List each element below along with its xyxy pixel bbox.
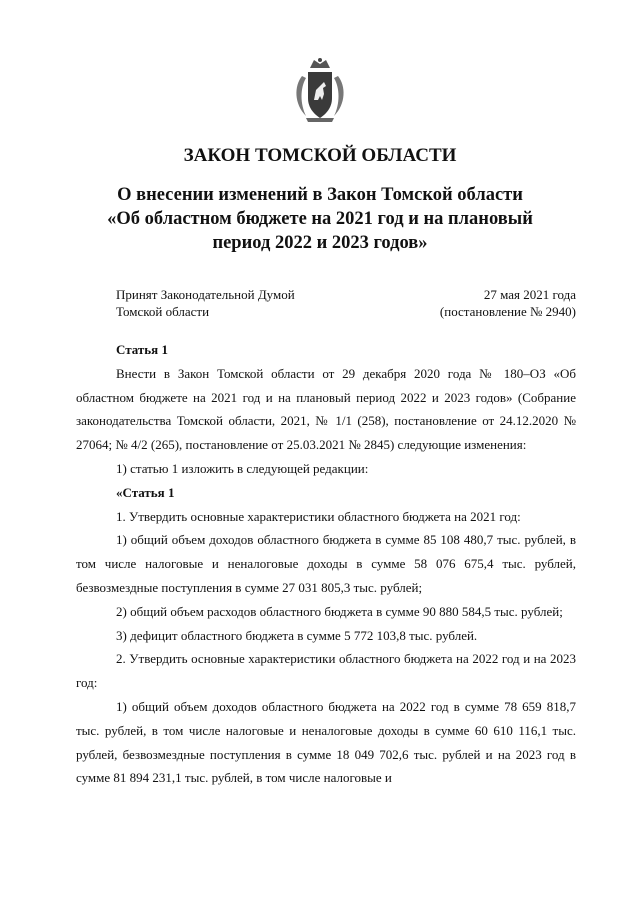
adoption-date — [440, 286, 576, 320]
adopted-by-line: Принят Законодательной Думой — [116, 287, 295, 302]
paragraph: 2. Утвердить основные характеристики областного бюджета на 2022 год и на 2023 год: — [76, 651, 576, 691]
paragraph: 2) общий объем расходов областного бюджета в сумме 90 880 584,5 тыс. рублей; — [116, 603, 563, 619]
adoption-resolution: (постановление № 2940) — [439, 304, 576, 319]
document-subtitle — [90, 183, 550, 255]
paragraph: 3) дефицит областного бюджета в сумме 5 772 103,8 тыс. рублей. — [116, 627, 478, 643]
coat-of-arms-icon — [288, 56, 352, 126]
paragraph: 1) общий объем доходов областного бюджета в сумме 85 108 480,7 тыс. рублей, в том числе налоговые и неналоговые доходы в сумме 58 076 675,4 тыс. рублей, безвозмездные поступления в сумме 27 031 805,3 тыс. рублей; — [76, 532, 576, 595]
document-title: ЗАКОН ТОМСКОЙ ОБЛАСТИ — [183, 145, 457, 166]
article-heading: «Статья 1 — [116, 484, 175, 500]
adopted-by — [116, 286, 295, 320]
paragraph: 1) статью 1 изложить в следующей редакции: — [116, 460, 369, 476]
article-heading: Статья 1 — [116, 342, 168, 357]
subtitle-line: период 2022 и 2023 годов» — [212, 233, 428, 253]
subtitle-line: «Об областном бюджете на 2021 год и на плановый — [107, 209, 533, 229]
adoption-date-line: 27 мая 2021 года — [483, 287, 576, 302]
paragraph: Внести в Закон Томской области от 29 декабря 2020 года № 180–ОЗ «Об областном бюджете на 2021 год и на плановый период 2022 и 2023 годов» (Собрание законодательства Томской области, 2021, № 1/1 (258), постановление от 24.12.2020 № 27064; № 4/2 (265), постановление от 25.03.2021 № 2845) следующие изменения: — [76, 365, 576, 453]
paragraph: 1. Утвердить основные характеристики областного бюджета на 2021 год: — [116, 508, 521, 524]
subtitle-line: О внесении изменений в Закон Томской области — [117, 185, 523, 205]
paragraph: 1) общий объем доходов областного бюджета на 2022 год в сумме 78 659 818,7 тыс. рублей, в том числе налоговые и неналоговые доходы в сумме 60 610 116,1 тыс. рублей, безвозмездные поступления в сумме 18 049 702,6 тыс. рублей и на 2023 год в сумме 81 894 231,1 тыс. рублей, в том числе налоговые и — [76, 698, 576, 786]
adopted-by-line: Томской области — [116, 304, 210, 319]
document-body — [76, 338, 576, 790]
